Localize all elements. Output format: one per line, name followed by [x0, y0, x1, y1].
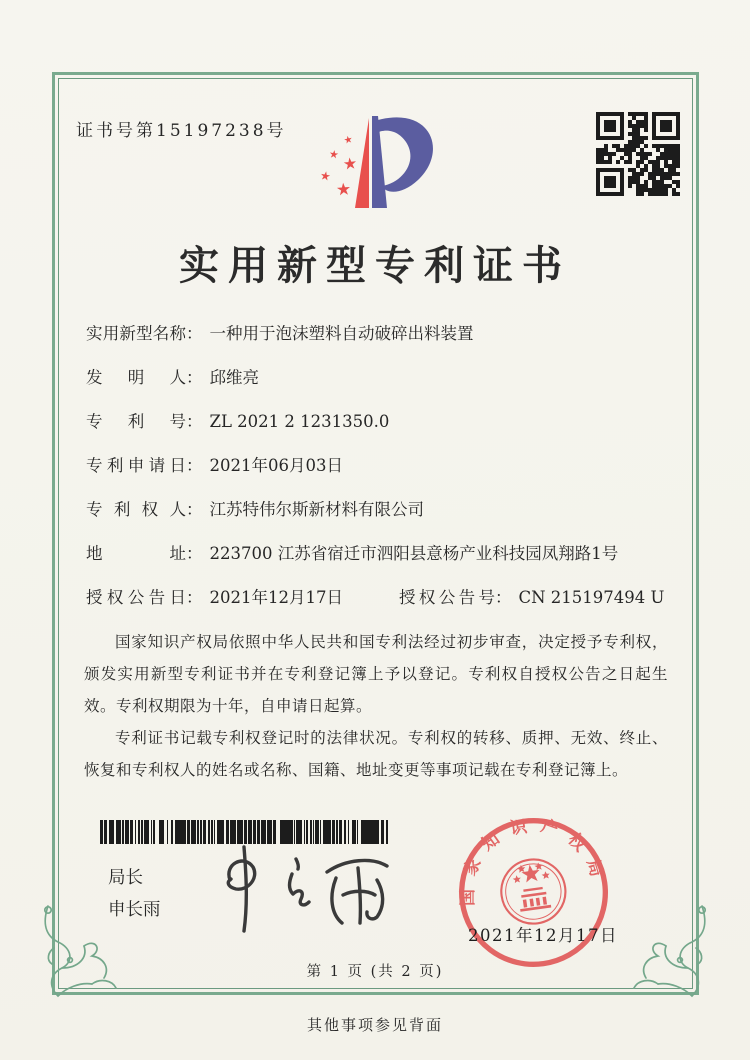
legal-text	[84, 626, 668, 786]
body-paragraph-1: 国家知识产权局依照中华人民共和国专利法经过初步审查，决定授予专利权，颁发实用新型专利证书并在专利登记簿上予以登记。专利权自授权公告之日起生效。专利权期限为十年，自申请日起算。	[84, 633, 668, 715]
corner-ornament-right	[632, 902, 716, 1002]
field-value: 2021年06月03日	[209, 456, 343, 475]
field-label: 发明人	[86, 368, 186, 387]
field-colon: ：	[186, 456, 203, 475]
field-value: 邱维亮	[209, 368, 259, 387]
certificate-title: 实用新型专利证书	[179, 242, 571, 289]
seal-text: 国家知识产权局	[458, 815, 610, 906]
national-emblem-icon	[497, 855, 569, 927]
field-label: 专利申请日	[86, 456, 186, 475]
official-seal	[451, 810, 616, 975]
field-row-filing-date	[86, 454, 666, 478]
logo-star-icon: ★	[335, 179, 352, 201]
seal-date: 2021年12月17日	[468, 926, 618, 945]
field-rows	[86, 322, 666, 630]
qr-code-icon	[596, 112, 680, 196]
field-label: 专利号	[86, 412, 186, 431]
signature	[200, 838, 410, 938]
field-value: 一种用于泡沫塑料自动破碎出料装置	[209, 324, 474, 343]
page-number: 第 1 页 (共 2 页)	[306, 964, 444, 980]
field-label: 实用新型名称	[86, 324, 186, 343]
field-label: 专利权人	[86, 500, 186, 519]
body-paragraph-2: 专利证书记载专利权登记时的法律状况。专利权的转移、质押、无效、终止、恢复和专利权人的姓名或名称、国籍、地址变更等事项记载在专利登记簿上。	[84, 729, 668, 779]
field-colon: ：	[186, 368, 203, 387]
field-label: 授权公告号	[398, 588, 495, 607]
field-label: 地址	[86, 544, 186, 563]
field-row-name	[86, 322, 666, 346]
field-colon: ：	[186, 588, 203, 607]
signer-block	[108, 862, 161, 926]
logo-p-bowl	[378, 117, 433, 191]
field-colon: ：	[186, 324, 203, 343]
field-colon: ：	[494, 588, 512, 607]
grant-number-group	[399, 586, 664, 610]
signer-title: 局长	[108, 868, 143, 888]
field-value: 223700 江苏省宿迁市泗阳县意杨产业科技园凤翔路1号	[209, 544, 619, 563]
logo-star-icon: ★	[342, 134, 354, 147]
field-label: 授权公告日	[86, 588, 186, 607]
field-row-address	[86, 542, 666, 566]
field-row-patentee	[86, 498, 666, 522]
field-value: ZL 2021 2 1231350.0	[209, 412, 390, 431]
logo-star-icon: ★	[341, 153, 359, 174]
field-row-inventor	[86, 366, 666, 390]
field-row-patent-no	[86, 410, 666, 434]
field-value: CN 215197494 U	[518, 588, 665, 607]
field-colon: ：	[186, 544, 203, 563]
logo-star-icon: ★	[328, 147, 340, 162]
signer-name: 申长雨	[108, 900, 161, 920]
field-value: 2021年12月17日	[209, 588, 343, 607]
field-colon: ：	[186, 500, 203, 519]
field-row-grant	[86, 586, 666, 610]
cnipa-logo-graphic	[292, 96, 462, 234]
corner-ornament-left	[34, 902, 118, 1002]
field-value: 江苏特伟尔斯新材料有限公司	[209, 500, 424, 519]
field-colon: ：	[186, 412, 203, 431]
logo-star-icon: ★	[318, 168, 332, 184]
certificate-number: 证书号第15197238号	[76, 121, 287, 141]
back-note: 其他事项参见背面	[306, 1016, 443, 1034]
cnipa-logo	[292, 96, 462, 234]
